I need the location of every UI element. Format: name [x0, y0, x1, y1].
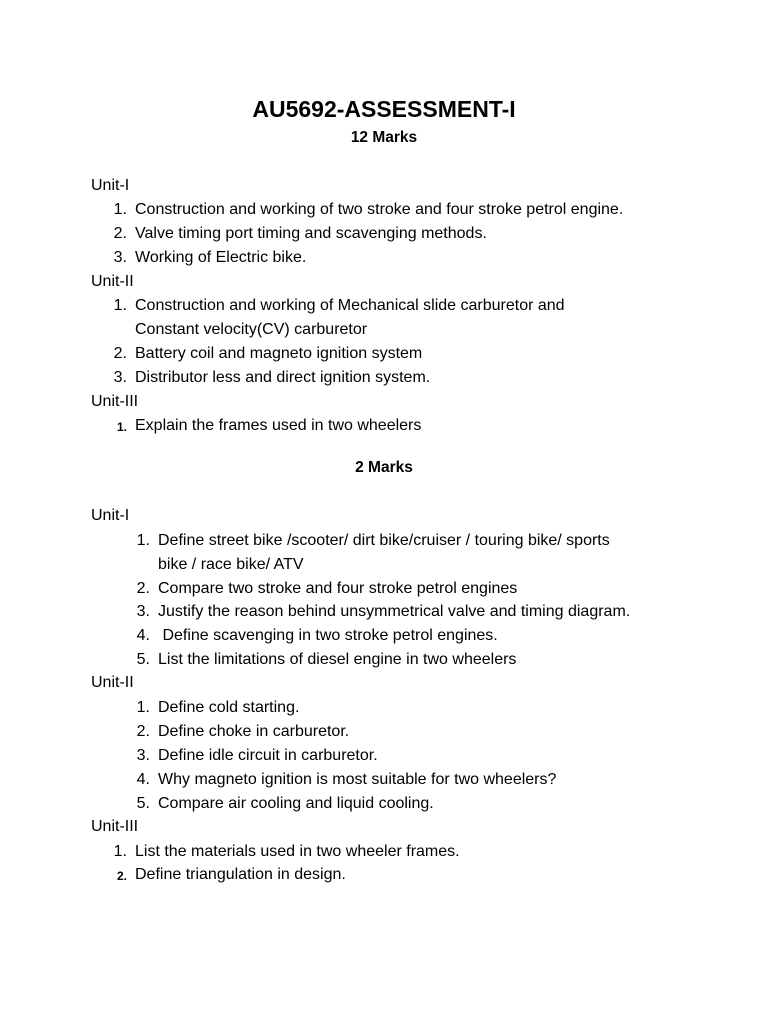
item-number: 5.: [136, 795, 150, 812]
item-text-continued: bike / race bike/ ATV: [158, 556, 304, 573]
page-title: AU5692-ASSESSMENT-I: [252, 96, 516, 122]
unit-label: Unit-III: [91, 393, 139, 410]
item-number: 2.: [136, 580, 150, 597]
item-number: 4.: [136, 627, 150, 644]
item-number: 2.: [116, 869, 127, 883]
item-number: 1.: [113, 297, 127, 314]
item-number: 3.: [136, 747, 150, 764]
item-text: List the materials used in two wheeler frames.: [135, 843, 460, 860]
item-text: Define scavenging in two stroke petrol engines.: [158, 627, 498, 644]
section-heading-2-marks: 2 Marks: [355, 459, 413, 476]
item-text: Battery coil and magneto ignition system: [135, 345, 423, 362]
item-number: 1.: [116, 420, 127, 434]
item-number: 3.: [136, 603, 150, 620]
item-number: 5.: [136, 651, 150, 668]
unit-label: Unit-I: [91, 177, 130, 194]
item-text: Explain the frames used in two wheelers: [135, 417, 422, 434]
item-text: Why magneto ignition is most suitable for two wheelers?: [158, 771, 557, 788]
item-number: 2.: [113, 225, 127, 242]
item-text: Define triangulation in design.: [135, 866, 346, 883]
item-number: 4.: [136, 771, 150, 788]
item-text: Construction and working of Mechanical slide carburetor and: [135, 297, 565, 314]
item-text: Define cold starting.: [158, 699, 300, 716]
unit-label: Unit-I: [91, 507, 130, 524]
item-number: 3.: [113, 249, 127, 266]
item-text: Construction and working of two stroke and four stroke petrol engine.: [135, 201, 624, 218]
item-text-continued: Constant velocity(CV) carburetor: [135, 321, 368, 338]
item-text: Distributor less and direct ignition system.: [135, 369, 431, 386]
item-text: Compare two stroke and four stroke petrol engines: [158, 580, 518, 597]
item-number: 1.: [136, 699, 150, 716]
item-text: Justify the reason behind unsymmetrical valve and timing diagram.: [158, 603, 631, 620]
item-text: Define street bike /scooter/ dirt bike/cruiser / touring bike/ sports: [158, 532, 610, 549]
item-number: 1.: [113, 201, 127, 218]
item-number: 2.: [136, 723, 150, 740]
unit-label: Unit-II: [91, 674, 134, 691]
item-text: Define idle circuit in carburetor.: [158, 747, 378, 764]
item-number: 1.: [113, 843, 127, 860]
item-text: Working of Electric bike.: [135, 249, 307, 266]
unit-label: Unit-III: [91, 818, 139, 835]
section-heading-12-marks: 12 Marks: [350, 129, 418, 146]
item-number: 1.: [136, 532, 150, 549]
item-number: 3.: [113, 369, 127, 386]
unit-label: Unit-II: [91, 273, 134, 290]
item-text: List the limitations of diesel engine in two wheelers: [158, 651, 517, 668]
item-text: Valve timing port timing and scavenging methods.: [135, 225, 487, 242]
item-text: Compare air cooling and liquid cooling.: [158, 795, 434, 812]
item-number: 2.: [113, 345, 127, 362]
item-text: Define choke in carburetor.: [158, 723, 350, 740]
